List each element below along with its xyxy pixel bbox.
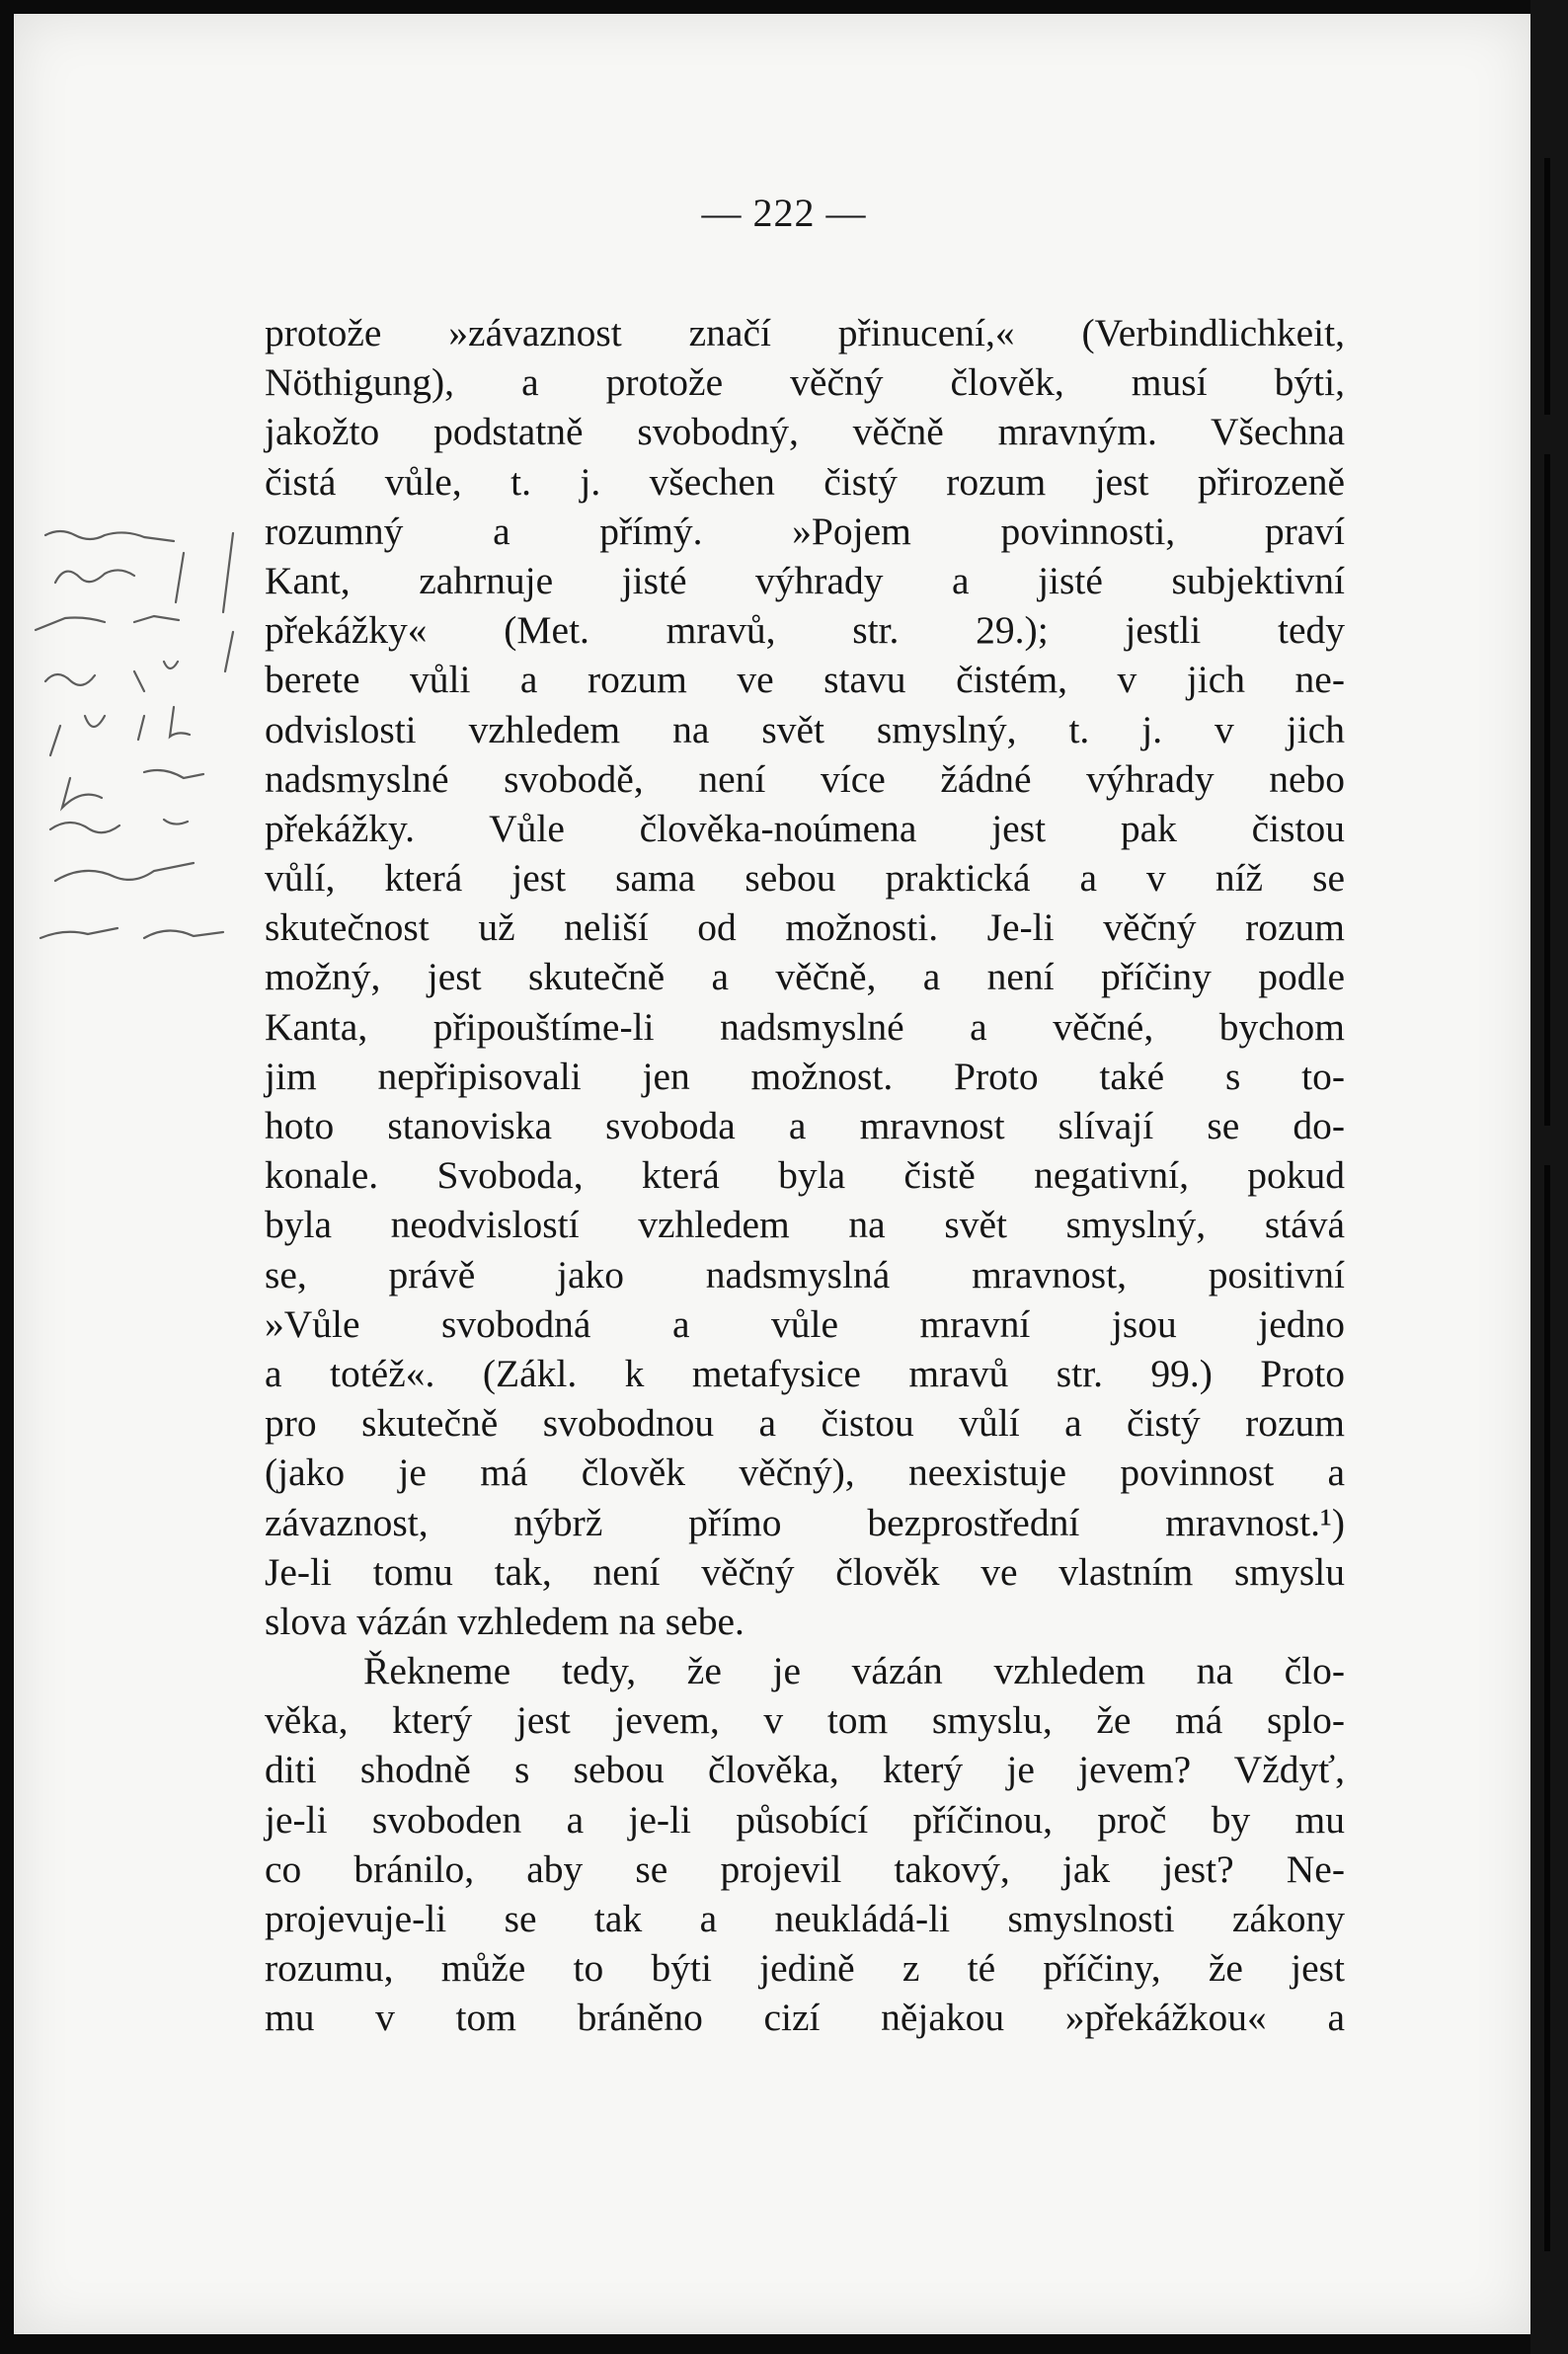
body-text <box>265 308 1345 2043</box>
text-line: Kanta, připouštíme-li nadsmyslné a věčné, bychom <box>265 1004 1345 1049</box>
text-line: slova vázán vzhledem na sebe. <box>265 1599 745 1643</box>
text-line: pro skutečně svobodnou a čistou vůlí a čistý rozum <box>265 1401 1345 1446</box>
binding-edge-line <box>1544 1165 1550 2251</box>
text-line: Nöthigung), a protože věčný člověk, musí býti, <box>265 360 1345 405</box>
text-line: možný, jest skutečně a věčně, a není příčiny podle <box>265 955 1345 999</box>
text-line: konale. Svoboda, která byla čistě negativní, pokud <box>265 1153 1345 1198</box>
text-line: čistá vůle, t. j. všechen čistý rozum jest přirozeně <box>265 459 1345 504</box>
text-line: jakožto podstatně svobodný, věčně mravným. Všechna <box>265 410 1345 454</box>
handwriting-scribble-icon <box>26 513 253 1007</box>
text-line: věka, který jest jevem, v tom smyslu, že má splo- <box>265 1698 1345 1743</box>
text-line: skutečnost už neliší od možnosti. Je-li věčný rozum <box>265 905 1345 950</box>
text-line: diti shodně s sebou člověka, který je jevem? Vždyť, <box>265 1748 1345 1792</box>
text-line: je-li svoboden a je-li působící příčinou, proč by mu <box>265 1797 1345 1842</box>
text-line: závaznost, nýbrž přímo bezprostřední mravnost.¹) <box>265 1500 1345 1544</box>
text-line: rozumu, může to býti jedině z té příčiny, že jest <box>265 1946 1345 1991</box>
text-line: (jako je má člověk věčný), neexistuje povinnost a <box>265 1451 1345 1495</box>
text-line: berete vůli a rozum ve stavu čistém, v jich ne- <box>265 658 1345 702</box>
text-line: nadsmyslné svobodě, není více žádné výhrady nebo <box>265 756 1345 801</box>
text-line: byla neodvislostí vzhledem na svět smyslný, stává <box>265 1203 1345 1247</box>
text-line: se, právě jako nadsmyslná mravnost, positivní <box>265 1252 1345 1296</box>
text-line: projevuje-li se tak a neukládá-li smyslnosti zákony <box>265 1897 1345 1940</box>
text-line: Je-li tomu tak, není věčný člověk ve vlastním smyslu <box>265 1549 1345 1594</box>
text-line: mu v tom bráněno cizí nějakou »překážkou« a <box>265 1996 1345 2040</box>
text-line: co bránilo, aby se projevil takový, jak jest? Ne- <box>265 1846 1345 1891</box>
text-line: hoto stanoviska svoboda a mravnost slívají se do- <box>265 1104 1345 1147</box>
text-line: vůlí, která jest sama sebou praktická a v níž se <box>265 856 1345 901</box>
text-line: Řekneme tedy, že je vázán vzhledem na člo- <box>363 1649 1345 1693</box>
handwritten-margin-notes <box>26 513 253 1007</box>
text-line: »Vůle svobodná a vůle mravní jsou jedno <box>265 1301 1345 1346</box>
binding-edge-line <box>1544 454 1550 1126</box>
page-number: — 222 — <box>701 191 867 235</box>
text-line: odvislosti vzhledem na svět smyslný, t. j. v jich <box>265 707 1345 751</box>
text-line: jim nepřipisovali jen možnost. Proto také s to- <box>265 1054 1345 1098</box>
text-line: překážky. Vůle člověka-noúmena jest pak čistou <box>265 806 1345 850</box>
text-line: a totéž«. (Zákl. k metafysice mravů str. 99.) Proto <box>265 1351 1345 1395</box>
text-line: rozumný a přímý. »Pojem povinnosti, praví <box>265 509 1345 553</box>
text-line: protože »závaznost značí přinucení,« (Verbindlichkeit, <box>265 311 1345 354</box>
text-line: překážky« (Met. mravů, str. 29.); jestli tedy <box>265 608 1345 653</box>
text-line: Kant, zahrnuje jisté výhrady a jisté subjektivní <box>265 558 1345 602</box>
